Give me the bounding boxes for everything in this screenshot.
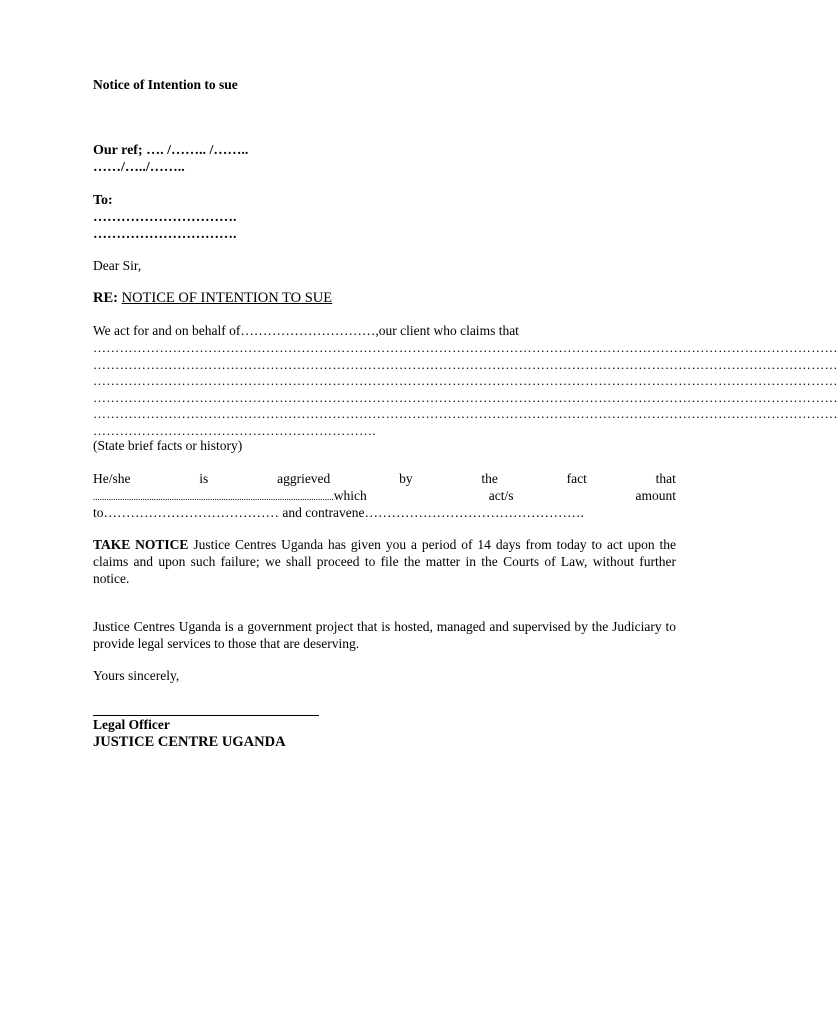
aggrieved-word: is xyxy=(199,471,209,486)
subject-heading: NOTICE OF INTENTION TO SUE xyxy=(121,290,333,306)
facts-blank-line: …………………………………………………………………………………………………………………………………………………… xyxy=(93,389,838,405)
aggrieved-word: by xyxy=(399,471,413,486)
which-word: which xyxy=(333,488,367,503)
closing-salutation: Yours sincerely, xyxy=(93,668,180,683)
salutation: Dear Sir, xyxy=(93,258,142,273)
act-word: act/s xyxy=(488,488,514,503)
facts-blank-lines xyxy=(93,340,838,439)
aggrieved-word: fact xyxy=(566,471,587,486)
subject-line xyxy=(93,290,332,306)
which-segment xyxy=(93,488,367,505)
document-title: Notice of Intention to sue xyxy=(93,77,238,92)
letter-page xyxy=(93,0,838,1024)
subject-prefix: RE: xyxy=(93,290,118,306)
recipient-blank-1: …………………………. xyxy=(93,210,237,225)
our-ref-line-1: Our ref; …. /…….. /…….. xyxy=(93,143,249,158)
recipient-label: To: xyxy=(93,193,113,208)
take-notice-paragraph xyxy=(93,536,676,587)
officer-title: Legal Officer xyxy=(93,717,170,732)
aggrieved-line xyxy=(93,471,676,487)
facts-blank-line: ………………………………………………………. xyxy=(93,422,376,438)
aggrieved-word: the xyxy=(481,471,498,486)
facts-blank-line: …………………………………………………………………………………………………………………………………………………… xyxy=(93,340,838,355)
aggrieved-word: He/she xyxy=(93,471,131,486)
our-ref-line-2: ……/…../…….. xyxy=(93,160,185,175)
which-line xyxy=(93,488,676,505)
aggrieved-word: aggrieved xyxy=(277,471,331,486)
facts-blank-line: …………………………………………………………………………………………………………………………………………………… xyxy=(93,406,838,421)
take-notice-text: Justice Centres Uganda has given you a period of 14 days from today to act upon the claims and upon such failure; we shall proceed to file the matter in the Courts of Law, without further notice. xyxy=(93,537,676,586)
take-notice-label: TAKE NOTICE xyxy=(93,537,189,552)
behalf-statement: We act for and on behalf of…………………………,our client who claims that xyxy=(93,323,519,338)
recipient-blank-2: …………………………. xyxy=(93,227,237,242)
facts-instruction: (State brief facts or history) xyxy=(93,438,243,453)
facts-blank-line: …………………………………………………………………………………………………………………………………………………… xyxy=(93,356,838,372)
organization-name: JUSTICE CENTRE UGANDA xyxy=(93,734,286,750)
facts-blank-line: …………………………………………………………………………………………………………………………………………………… xyxy=(93,373,838,388)
contravene-line: to………………………………… and contravene…………………………………………. xyxy=(93,505,584,520)
aggrieved-word: that xyxy=(655,471,676,486)
project-paragraph: Justice Centres Uganda is a government project that is hosted, managed and supervised by the Judiciary to provide legal services to those that are deserving. xyxy=(93,619,676,651)
amount-word: amount xyxy=(635,488,676,503)
which-blank: ........................................................................................................... xyxy=(93,492,334,502)
signature-line xyxy=(93,715,319,716)
